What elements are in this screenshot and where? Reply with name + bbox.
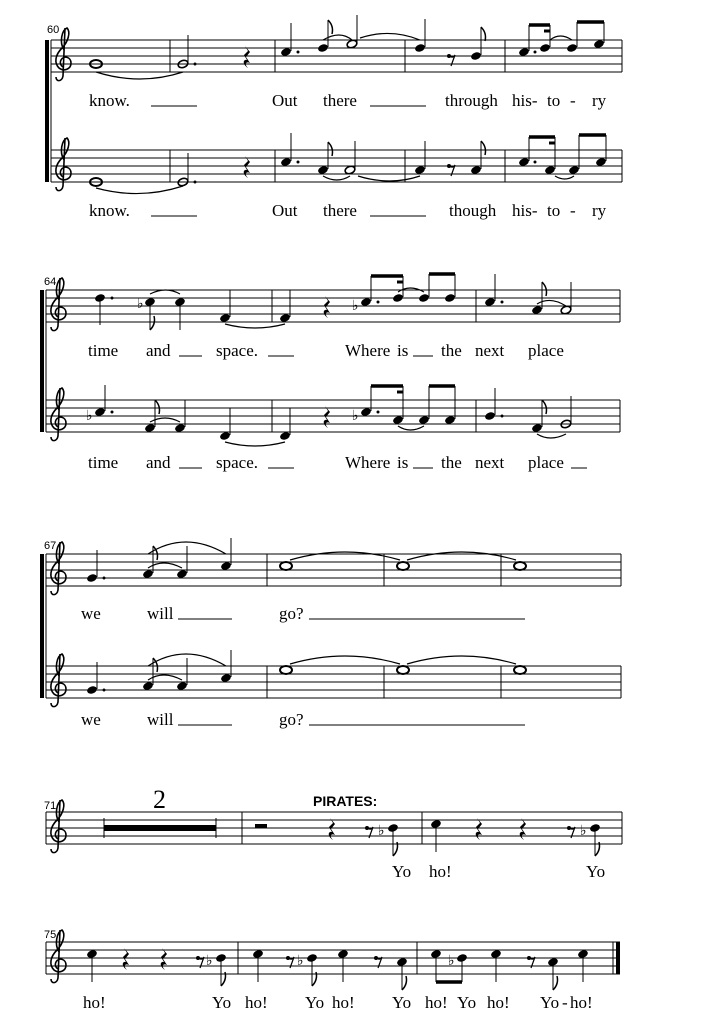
lyric-syllable: place bbox=[528, 341, 564, 360]
tie bbox=[537, 300, 566, 306]
beamed-notes bbox=[430, 949, 468, 982]
svg-text:♭: ♭ bbox=[206, 953, 213, 969]
lyric-syllable: Where bbox=[345, 341, 391, 360]
lyric-syllable: Yo bbox=[305, 993, 325, 1012]
measure-number: 64 bbox=[44, 276, 57, 288]
lyric-syllable: - bbox=[562, 993, 568, 1012]
system-brace bbox=[40, 554, 46, 698]
lyric-syllable: Out bbox=[272, 201, 298, 220]
quarter-rest-icon bbox=[520, 818, 526, 840]
quarter-rest-icon bbox=[123, 948, 129, 970]
whole-note bbox=[397, 562, 409, 570]
lyric-syllable: - bbox=[570, 91, 576, 110]
quarter-note-dotted bbox=[86, 550, 105, 583]
lyric-syllable: will bbox=[147, 604, 174, 623]
lyric-syllable: and bbox=[146, 341, 171, 360]
lyric-syllable: Yo bbox=[392, 993, 412, 1012]
lyric-syllable: time bbox=[88, 453, 119, 472]
lyric-syllable: Yo bbox=[586, 862, 606, 881]
tie bbox=[323, 35, 352, 40]
upper-lyrics bbox=[88, 341, 564, 360]
rest-count: 2 bbox=[153, 785, 166, 814]
lyric-syllable: the bbox=[441, 341, 462, 360]
eighth-note bbox=[206, 953, 227, 986]
svg-text:♭: ♭ bbox=[352, 408, 359, 424]
quarter-rest-icon bbox=[244, 46, 250, 68]
quarter-note-dotted bbox=[86, 662, 105, 695]
lyric-syllable: place bbox=[528, 453, 564, 472]
lower-staff bbox=[46, 650, 621, 707]
svg-text:♭: ♭ bbox=[448, 953, 455, 969]
quarter-rest-icon bbox=[244, 156, 250, 178]
lyric-syllable: space. bbox=[216, 341, 259, 360]
lyric-syllable: space. bbox=[216, 453, 259, 472]
upper-staff bbox=[46, 274, 620, 331]
lyric-syllable: next bbox=[475, 341, 505, 360]
lyric-syllable: Yo bbox=[457, 993, 477, 1012]
system-3 bbox=[40, 538, 621, 729]
beamed-notes bbox=[352, 274, 456, 314]
lyric-syllable: ry bbox=[592, 201, 607, 220]
tie bbox=[537, 434, 566, 438]
lyric-syllable: ho! bbox=[570, 993, 593, 1012]
lyric-syllable: ho! bbox=[425, 993, 448, 1012]
half-note bbox=[346, 15, 358, 49]
lyric-syllable: ho! bbox=[83, 993, 106, 1012]
tie bbox=[358, 176, 420, 181]
svg-text:♭: ♭ bbox=[137, 296, 144, 312]
lyric-syllable: to bbox=[547, 201, 561, 220]
lyrics bbox=[392, 862, 605, 881]
lyric-syllable: ry bbox=[592, 91, 607, 110]
beamed-notes bbox=[518, 22, 605, 57]
cue-label: PIRATES: bbox=[313, 793, 378, 809]
whole-note bbox=[280, 666, 292, 674]
system-1 bbox=[45, 15, 622, 220]
tie bbox=[360, 33, 420, 40]
quarter-rest-icon bbox=[324, 296, 330, 318]
lower-lyrics bbox=[89, 201, 607, 220]
lyric-syllable: Yo bbox=[392, 862, 412, 881]
upper-staff bbox=[51, 15, 622, 81]
lyric-syllable: the bbox=[441, 453, 462, 472]
lyric-syllable: next bbox=[475, 453, 505, 472]
tie bbox=[407, 656, 516, 664]
treble-clef-icon bbox=[56, 138, 71, 191]
svg-text:♭: ♭ bbox=[352, 298, 359, 314]
lower-lyrics bbox=[81, 710, 525, 729]
lyric-syllable: there bbox=[323, 201, 357, 220]
system-brace bbox=[40, 290, 46, 432]
tie bbox=[150, 290, 180, 294]
lyric-syllable: through bbox=[445, 91, 498, 110]
tie bbox=[407, 552, 516, 560]
lyric-syllable: and bbox=[146, 453, 171, 472]
system-2 bbox=[40, 274, 620, 472]
whole-note bbox=[514, 562, 526, 570]
upper-staff bbox=[46, 538, 621, 595]
lyric-syllable: we bbox=[81, 604, 101, 623]
lyric-syllable: ho! bbox=[245, 993, 268, 1012]
measure-number: 71 bbox=[44, 800, 57, 812]
system-4 bbox=[44, 785, 622, 881]
upper-lyrics bbox=[89, 91, 607, 110]
tie bbox=[225, 442, 285, 446]
quarter-rest-icon bbox=[329, 818, 335, 840]
whole-note bbox=[397, 666, 409, 674]
lower-staff bbox=[46, 385, 620, 446]
lyric-syllable: Where bbox=[345, 453, 391, 472]
lyric-syllable: his- bbox=[512, 91, 538, 110]
eighth-note bbox=[378, 823, 399, 856]
svg-text:♭: ♭ bbox=[86, 408, 93, 424]
lyric-syllable: is bbox=[397, 341, 409, 360]
beamed-notes bbox=[518, 135, 607, 179]
eighth-note bbox=[580, 823, 601, 856]
lyric-syllable: Out bbox=[272, 91, 298, 110]
lyric-syllable: his- bbox=[512, 201, 538, 220]
tie bbox=[96, 186, 183, 194]
lyric-syllable: go? bbox=[279, 710, 304, 729]
system-brace bbox=[45, 40, 51, 182]
quarter-rest-icon bbox=[324, 406, 330, 428]
lyric-syllable: is bbox=[397, 453, 409, 472]
tie bbox=[290, 656, 400, 664]
tie bbox=[96, 72, 183, 79]
lyric-syllable: there bbox=[323, 91, 357, 110]
lower-staff bbox=[51, 133, 622, 194]
whole-note bbox=[514, 666, 526, 674]
system-5 bbox=[44, 929, 620, 1012]
lyric-syllable: Yo bbox=[212, 993, 232, 1012]
lyric-syllable: - bbox=[570, 201, 576, 220]
lyric-syllable: know. bbox=[89, 91, 130, 110]
svg-text:♭: ♭ bbox=[297, 953, 304, 969]
lyric-syllable: ho! bbox=[332, 993, 355, 1012]
lyric-syllable: though bbox=[449, 201, 497, 220]
lyrics bbox=[83, 993, 593, 1012]
quarter-note bbox=[414, 19, 426, 53]
lyric-syllable: ho! bbox=[429, 862, 452, 881]
quarter-rest-icon bbox=[476, 818, 482, 840]
quarter-note-dotted bbox=[484, 388, 503, 421]
lyric-syllable: will bbox=[147, 710, 174, 729]
lyric-syllable: time bbox=[88, 341, 119, 360]
final-barline bbox=[616, 942, 620, 974]
svg-text:♭: ♭ bbox=[580, 823, 587, 839]
lyric-syllable: know. bbox=[89, 201, 130, 220]
lyric-syllable: we bbox=[81, 710, 101, 729]
lyric-syllable: ho! bbox=[487, 993, 510, 1012]
whole-note bbox=[280, 562, 292, 570]
lyric-syllable: to bbox=[547, 91, 561, 110]
measure-number: 60 bbox=[47, 24, 60, 36]
quarter-rest-icon bbox=[161, 948, 167, 970]
eighth-note bbox=[137, 296, 156, 330]
treble-clef-icon bbox=[51, 388, 66, 441]
quarter-note-dotted bbox=[86, 385, 114, 424]
quarter-note-dotted bbox=[94, 293, 113, 325]
half-rest-icon bbox=[255, 824, 267, 828]
eighth-note bbox=[297, 953, 318, 986]
lyric-syllable: Yo bbox=[540, 993, 560, 1012]
upper-lyrics bbox=[81, 604, 525, 623]
treble-clef-icon bbox=[51, 654, 66, 707]
lower-lyrics bbox=[88, 453, 587, 472]
measure-number: 67 bbox=[44, 540, 57, 552]
lyric-syllable: go? bbox=[279, 604, 304, 623]
measure-number: 75 bbox=[44, 929, 57, 941]
tie bbox=[225, 324, 285, 328]
svg-text:♭: ♭ bbox=[378, 823, 385, 839]
tie bbox=[323, 176, 350, 180]
